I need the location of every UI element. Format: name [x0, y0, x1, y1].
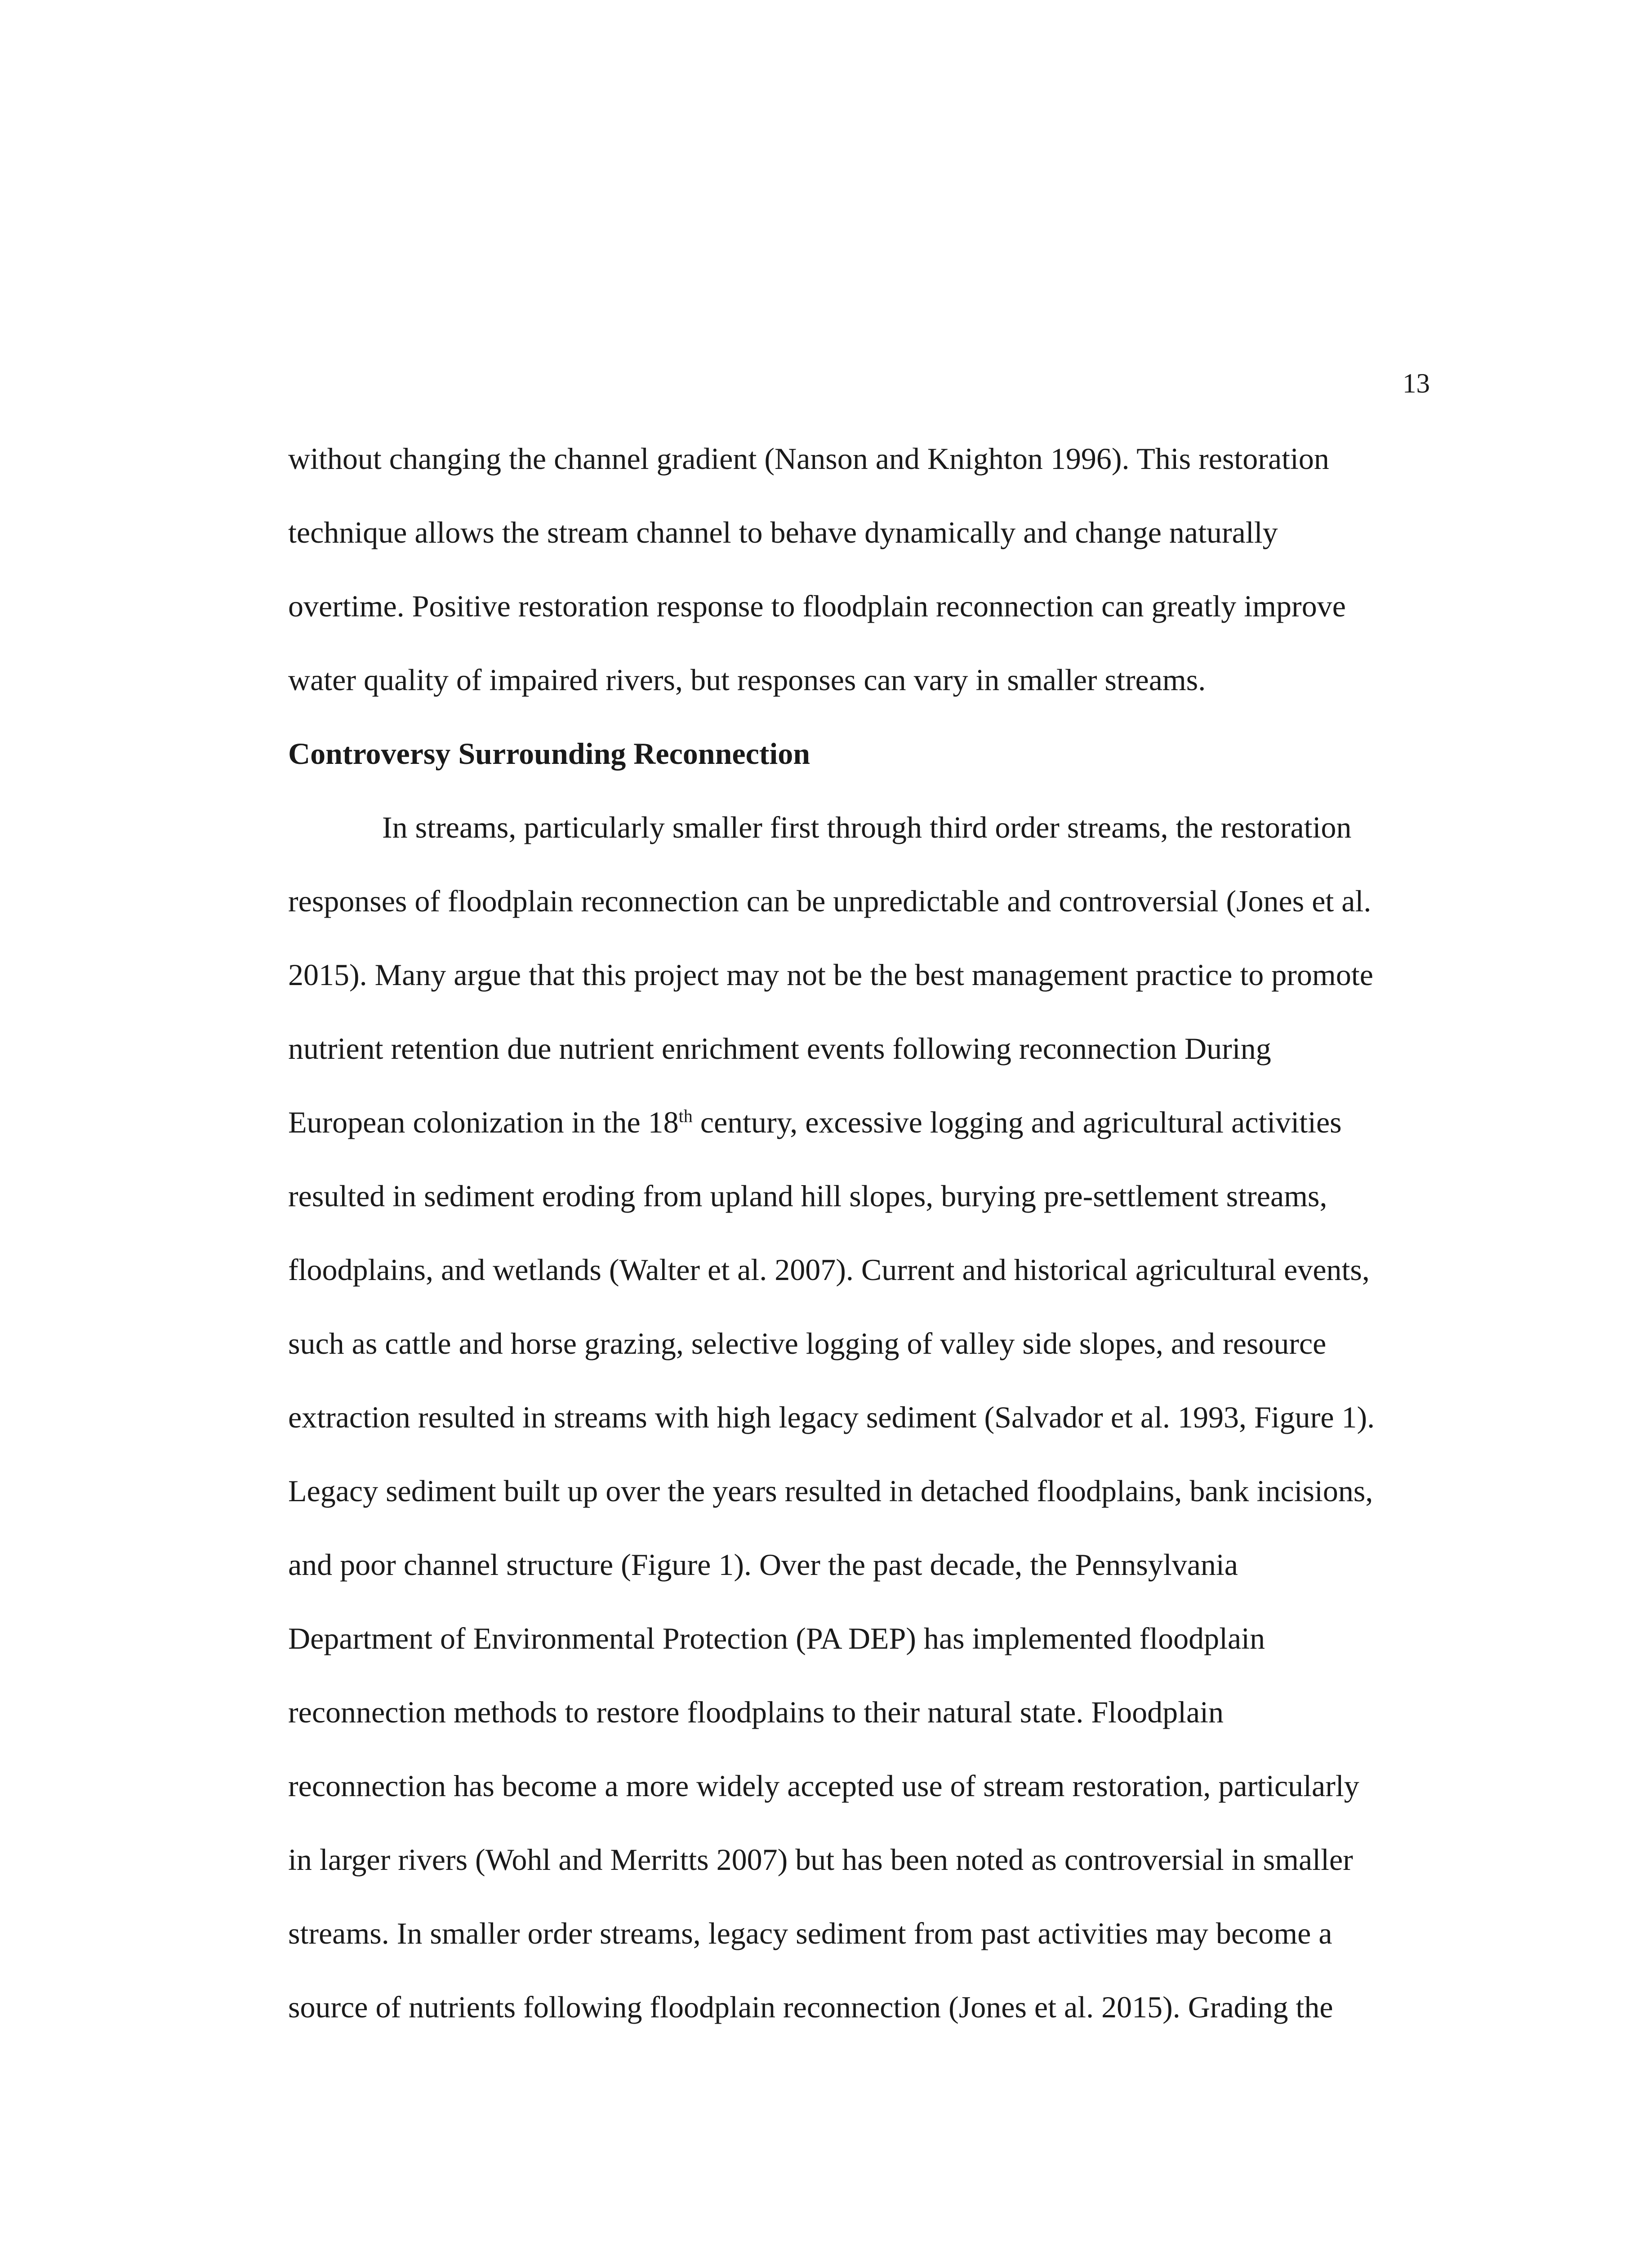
text-line: and poor channel structure (Figure 1). Over the past decade, the Pennsylvania	[288, 1548, 1238, 1582]
text-line: reconnection methods to restore floodplains to their natural state. Floodplain	[288, 1695, 1224, 1729]
text-line: without changing the channel gradient (Nanson and Knighton 1996). This restoration	[288, 442, 1329, 476]
text-line: In streams, particularly smaller first through third order streams, the restoration	[382, 810, 1352, 844]
text-segment: European colonization in the 18	[288, 1105, 679, 1139]
text-line: streams. In smaller order streams, legacy sediment from past activities may become a	[288, 1916, 1332, 1950]
text-line: in larger rivers (Wohl and Merritts 2007) but has been noted as controversial in smaller	[288, 1842, 1353, 1877]
text-line: overtime. Positive restoration response to floodplain reconnection can greatly improve	[288, 589, 1346, 623]
text-segment: century, excessive logging and agricultural activities	[692, 1105, 1342, 1139]
text-line: Department of Environmental Protection (PA DEP) has implemented floodplain	[288, 1621, 1265, 1655]
text-line: 2015). Many argue that this project may not be the best management practice to promote	[288, 958, 1373, 992]
text-line: water quality of impaired rivers, but responses can vary in smaller streams.	[288, 663, 1206, 697]
section-heading: Controversy Surrounding Reconnection	[288, 736, 810, 771]
text-line: responses of floodplain reconnection can be unpredictable and controversial (Jones et al.	[288, 884, 1371, 918]
text-line: floodplains, and wetlands (Walter et al. 2007). Current and historical agricultural events,	[288, 1253, 1370, 1287]
text-line: technique allows the stream channel to behave dynamically and change naturally	[288, 515, 1278, 549]
text-line: resulted in sediment eroding from upland hill slopes, burying pre-settlement streams,	[288, 1179, 1327, 1213]
text-line: Legacy sediment built up over the years resulted in detached floodplains, bank incisions,	[288, 1474, 1373, 1508]
text-line: extraction resulted in streams with high legacy sediment (Salvador et al. 1993, Figure 1).	[288, 1400, 1375, 1434]
text-line: nutrient retention due nutrient enrichment events following reconnection During	[288, 1031, 1271, 1066]
text-line: reconnection has become a more widely accepted use of stream restoration, particularly	[288, 1769, 1359, 1803]
text-line	[288, 1104, 1342, 1140]
page-number: 13	[1403, 369, 1430, 399]
superscript: th	[678, 1106, 693, 1126]
text-line: such as cattle and horse grazing, selective logging of valley side slopes, and resource	[288, 1326, 1327, 1360]
text-line: source of nutrients following floodplain reconnection (Jones et al. 2015). Grading the	[288, 1990, 1333, 2024]
